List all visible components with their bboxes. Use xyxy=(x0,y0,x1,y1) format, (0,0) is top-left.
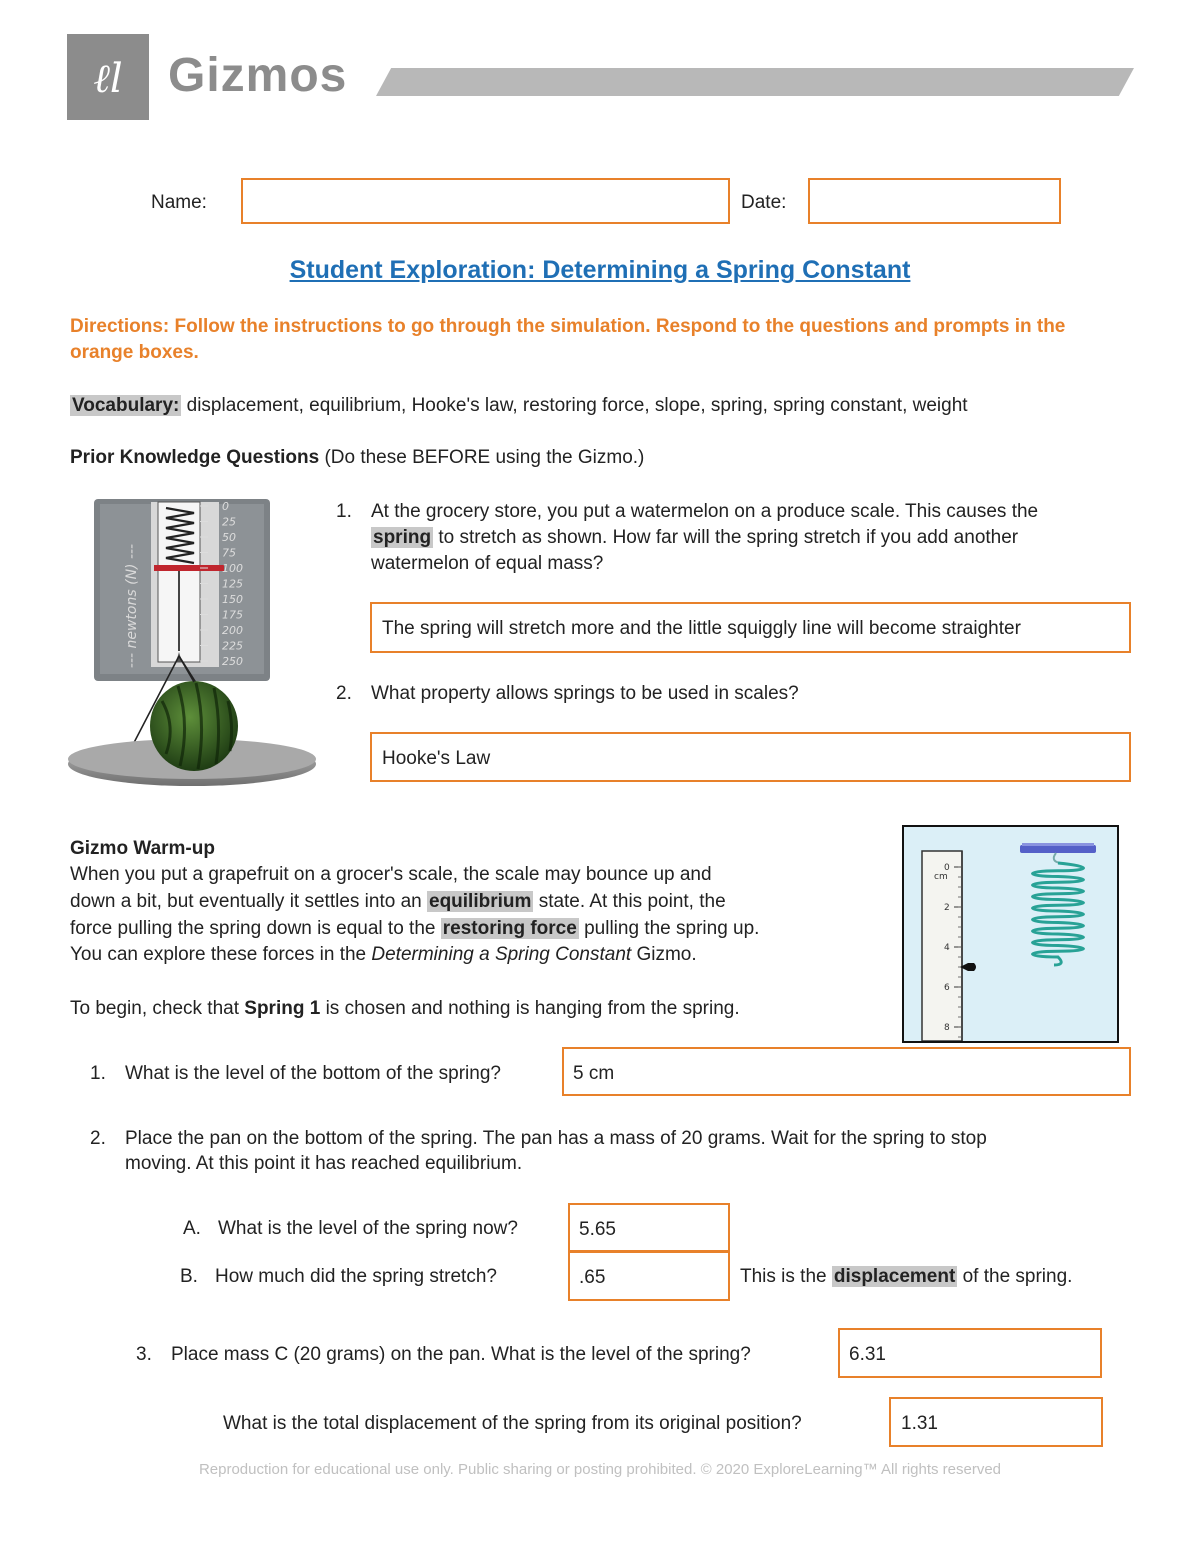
svg-text:ℓl: ℓl xyxy=(93,56,123,102)
vocabulary-label: Vocabulary: xyxy=(72,395,180,416)
name-label: Name: xyxy=(151,192,207,213)
spring-1-label: Spring 1 xyxy=(244,998,321,1019)
pk-q2-number: 2. xyxy=(336,683,352,704)
warmup-line-2: down a bit, but eventually it settles into an equilibrium state. At this point, the xyxy=(70,891,726,912)
vocabulary-line xyxy=(70,395,968,417)
produce-scale-image xyxy=(66,496,318,792)
warmup-begin-line: To begin, check that Spring 1 is chosen and nothing is hanging from the spring. xyxy=(70,998,740,1019)
warmup-line-1: When you put a grapefruit on a grocer's scale, the scale may bounce up and xyxy=(70,864,712,885)
scale-tick-label: 250 xyxy=(222,655,243,668)
q2a-text: What is the level of the spring now? xyxy=(218,1218,518,1239)
scale-tick-label: 225 xyxy=(222,639,243,653)
prior-knowledge-note: (Do these BEFORE using the Gizmo.) xyxy=(324,447,645,468)
ruler-tick-label: 0 xyxy=(944,863,950,873)
q2b-answer-field[interactable]: .65 xyxy=(568,1251,730,1301)
q3-number: 3. xyxy=(136,1344,152,1365)
warmup-line-4: You can explore these forces in the Determining a Spring Constant Gizmo. xyxy=(70,944,697,965)
gizmo-name: Determining a Spring Constant xyxy=(371,944,632,965)
q2-text-line-2: moving. At this point it has reached equilibrium. xyxy=(125,1153,523,1174)
prior-knowledge-heading-line xyxy=(70,447,644,469)
q2a-letter: A. xyxy=(183,1218,201,1239)
footer-copyright: Reproduction for educational use only. Public sharing or posting prohibited. © 2020 ExploreLearning™ All rights reserved xyxy=(198,1461,1002,1478)
pk-q1-text-line-1: At the grocery store, you put a watermelon on a produce scale. This causes the xyxy=(371,501,1039,522)
q3-followup-text: What is the total displacement of the spring from its original position? xyxy=(223,1413,802,1434)
q1-answer-field[interactable]: 5 cm xyxy=(562,1047,1131,1096)
scale-tick-label: 175 xyxy=(222,608,243,622)
ruler-tick-label: 6 xyxy=(944,983,950,993)
warmup-line-3: force pulling the spring down is equal to the restoring force pulling the spring up. xyxy=(70,918,760,939)
keyword-equilibrium: equilibrium xyxy=(429,891,532,912)
q1-number: 1. xyxy=(90,1063,106,1084)
q2b-text: How much did the spring stretch? xyxy=(215,1266,497,1287)
pk-q2-text: What property allows springs to be used in scales? xyxy=(371,683,799,704)
gizmos-logo-text: Gizmos xyxy=(168,49,348,102)
explorelearning-logo-icon xyxy=(67,34,149,120)
scale-tick-label: 125 xyxy=(222,577,243,591)
date-label: Date: xyxy=(741,192,787,213)
prior-knowledge-heading: Prior Knowledge Questions xyxy=(70,447,320,468)
pk-q1-text-line-3: watermelon of equal mass? xyxy=(371,553,604,574)
keyword-spring: spring xyxy=(373,527,432,548)
q3-answer-field[interactable]: 6.31 xyxy=(838,1328,1102,1378)
svg-text:cm: cm xyxy=(934,872,948,882)
scale-tick-label: 150 xyxy=(222,593,243,606)
keyword-displacement: displacement xyxy=(833,1266,956,1287)
ruler-tick-label: 4 xyxy=(944,943,950,953)
q2a-answer-field[interactable]: 5.65 xyxy=(568,1203,730,1252)
q3-followup-answer-field[interactable]: 1.31 xyxy=(889,1397,1103,1447)
header-bar xyxy=(376,68,1134,96)
scale-tick-label: 200 xyxy=(222,624,243,637)
vocabulary-terms: displacement, equilibrium, Hooke's law, restoring force, slope, spring, spring constant, weight xyxy=(186,395,968,416)
ruler-tick-label: 2 xyxy=(944,903,950,913)
warmup-heading: Gizmo Warm-up xyxy=(70,838,215,859)
pk-q1-answer-field[interactable]: The spring will stretch more and the little squiggly line will become straighter xyxy=(370,602,1131,653)
scale-tick-label: 50 xyxy=(222,531,236,544)
scale-tick-label: 25 xyxy=(222,515,236,529)
date-field[interactable] xyxy=(808,178,1061,224)
name-field[interactable] xyxy=(241,178,730,224)
pk-q1-number: 1. xyxy=(336,501,352,522)
q1-text: What is the level of the bottom of the spring? xyxy=(125,1063,501,1084)
q2-text-line-1: Place the pan on the bottom of the spring. The pan has a mass of 20 grams. Wait for the spring to stop xyxy=(125,1128,987,1149)
pk-q1-text-line-2: spring to stretch as shown. How far will the spring stretch if you add another xyxy=(373,527,1019,548)
ruler-tick-label: 8 xyxy=(944,1023,950,1033)
q3-text: Place mass C (20 grams) on the pan. What is the level of the spring? xyxy=(171,1344,751,1365)
q2-number: 2. xyxy=(90,1128,106,1149)
svg-text:--- newtons (N) ---: --- newtons (N) --- xyxy=(124,543,140,669)
pk-q2-answer-field[interactable]: Hooke's Law xyxy=(370,732,1131,782)
scale-tick-label: 0 xyxy=(222,500,229,513)
scale-tick-label: 100 xyxy=(222,562,243,575)
q2b-note: This is the displacement of the spring. xyxy=(740,1266,1073,1287)
q2b-letter: B. xyxy=(180,1266,198,1287)
directions-text: Directions: Follow the instructions to go through the simulation. Respond to the questions and prompts in the orange boxes. xyxy=(70,316,1066,363)
scale-tick-label: 75 xyxy=(222,546,236,560)
spring-gizmo-image xyxy=(902,825,1119,1043)
page-title: Student Exploration: Determining a Spring Constant xyxy=(289,256,911,284)
keyword-restoring-force: restoring force xyxy=(442,918,577,939)
